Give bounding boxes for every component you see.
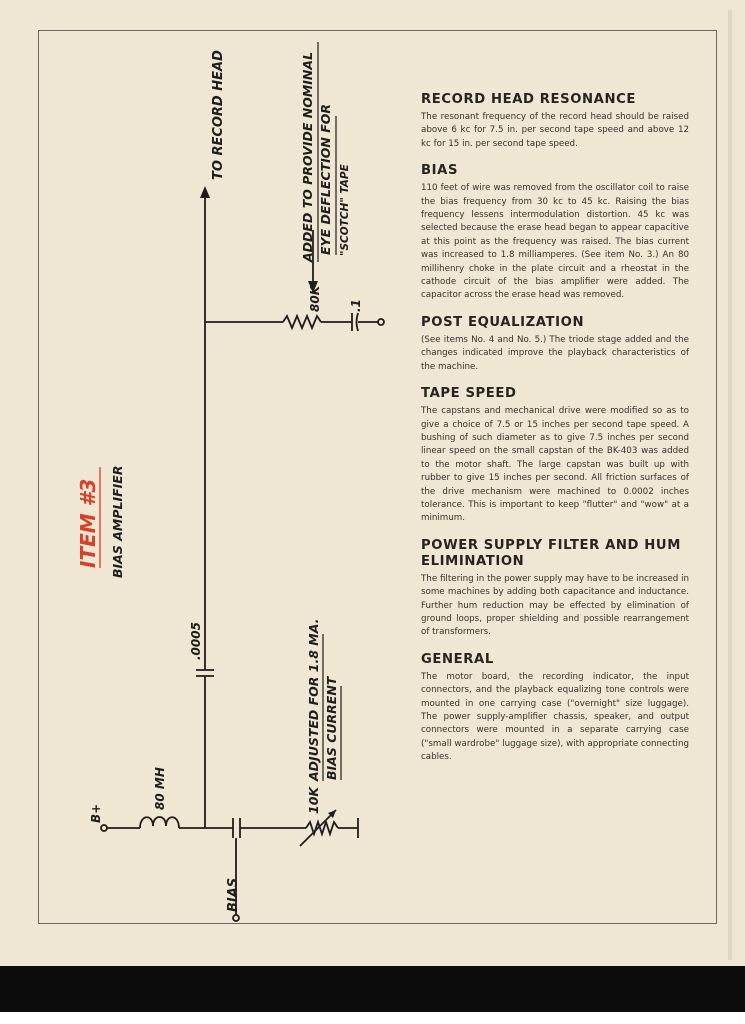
resistor-80k-label: 80K [308, 286, 322, 312]
section-heading: RECORD HEAD RESONANCE [421, 92, 636, 107]
terminal-circle-bplus [101, 825, 107, 831]
section-body: The capstans and mechanical drive were modified so as to give a choice of 7.5 or 15 inches per second tape speed. A bushing of such diameter as to give 7.5 inches per second linear speed on the small capstan of the BK-403 was added to the motor shaft. The large capstan was built up with rubber to give 15 inches per second. All friction surfaces of the drive mechanism were machined to 0.0002 inches tolerance. This is important to keep "flutter" and "wow" at a minimum. [421, 406, 689, 524]
section-record-head-resonance [421, 92, 689, 151]
section-tape-speed [421, 386, 689, 526]
section-body: (See items No. 4 and No. 5.) The triode stage added and the changes indicated improve the playback characteristics of the machine. [421, 334, 689, 372]
section-body: 110 feet of wire was removed from the oscillator coil to raise the bias frequency from 30 kc to 45 kc. Raising the bias frequency lessens intermodulation distortion. 45 kc was selected because the erase head began to appear capacitive at this point as the frequency was raised. The bias current was increased to 1.8 milliamperes. (See item No. 3.) An 80 millihenry choke in the plate circuit and a rheostat in the cathode circuit of the bias amplifier were added. The capacitor across the erase head was removed. [421, 183, 689, 301]
section-body: The motor board, the recording indicator, the input connectors, and the playback equalizing tone controls were mounted in one carrying case ("overnight" size luggage). The power supply-amplifier chassis, speaker, and output connectors were mounted in a separate carrying case ("small wardrobe" luggage size), with appropriate connecting cables. [421, 671, 689, 763]
note-bottom-line2: BIAS CURRENT [324, 676, 339, 780]
section-heading: GENERAL [421, 651, 494, 667]
item-title: ITEM #3 [76, 478, 100, 568]
section-heading: TAPE SPEED [421, 386, 517, 402]
to-record-head-label: TO RECORD HEAD [211, 50, 226, 180]
inductor-label: 80 MH [153, 767, 167, 810]
note-top-line2: EYE DEFLECTION FOR [318, 103, 333, 255]
bplus-label: B+ [89, 803, 103, 823]
cap-1-plate-b [357, 313, 359, 331]
resistor-80k [283, 316, 321, 328]
section-general [421, 652, 689, 765]
terminal-circle-right [378, 319, 384, 325]
note-bottom-line1: ADJUSTED FOR 1.8 MA. [306, 618, 321, 781]
cap-1-label: .1 [349, 299, 363, 312]
terminal-circle-bias [233, 915, 239, 921]
section-heading: POWER SUPPLY FILTER AND HUM ELIMINATION [421, 537, 681, 569]
inductor-80mh [140, 817, 179, 828]
arrow-up-to-record-head [200, 186, 210, 198]
note-top-line3: "SCOTCH" TAPE [339, 164, 351, 256]
pot-label: 10K [306, 786, 321, 814]
article-column [421, 92, 689, 777]
bias-label: BIAS [226, 877, 241, 912]
section-power-supply-filter [421, 538, 689, 640]
item-subtitle: BIAS AMPLIFIER [110, 465, 125, 578]
section-body: The filtering in the power supply may have to be increased in some machines by adding both capacitance and inductance. Further hum reduction may be effected by elimination of ground loops, proper shielding and possible rearrangement of transformers. [421, 573, 689, 638]
section-bias [421, 163, 689, 303]
note-top-line1: ADDED TO PROVIDE NOMINAL [300, 51, 315, 262]
section-heading: POST EQUALIZATION [421, 314, 585, 330]
section-heading: BIAS [421, 163, 459, 179]
section-body: The resonant frequency of the record head should be raised above 6 kc for 7.5 in. per second tape speed and above 12 kc for 15 in. per second tape speed. [421, 112, 689, 149]
scan-bottom-band [0, 966, 745, 1012]
section-post-equalization [421, 315, 689, 374]
cap-0005-label: .0005 [189, 622, 203, 660]
